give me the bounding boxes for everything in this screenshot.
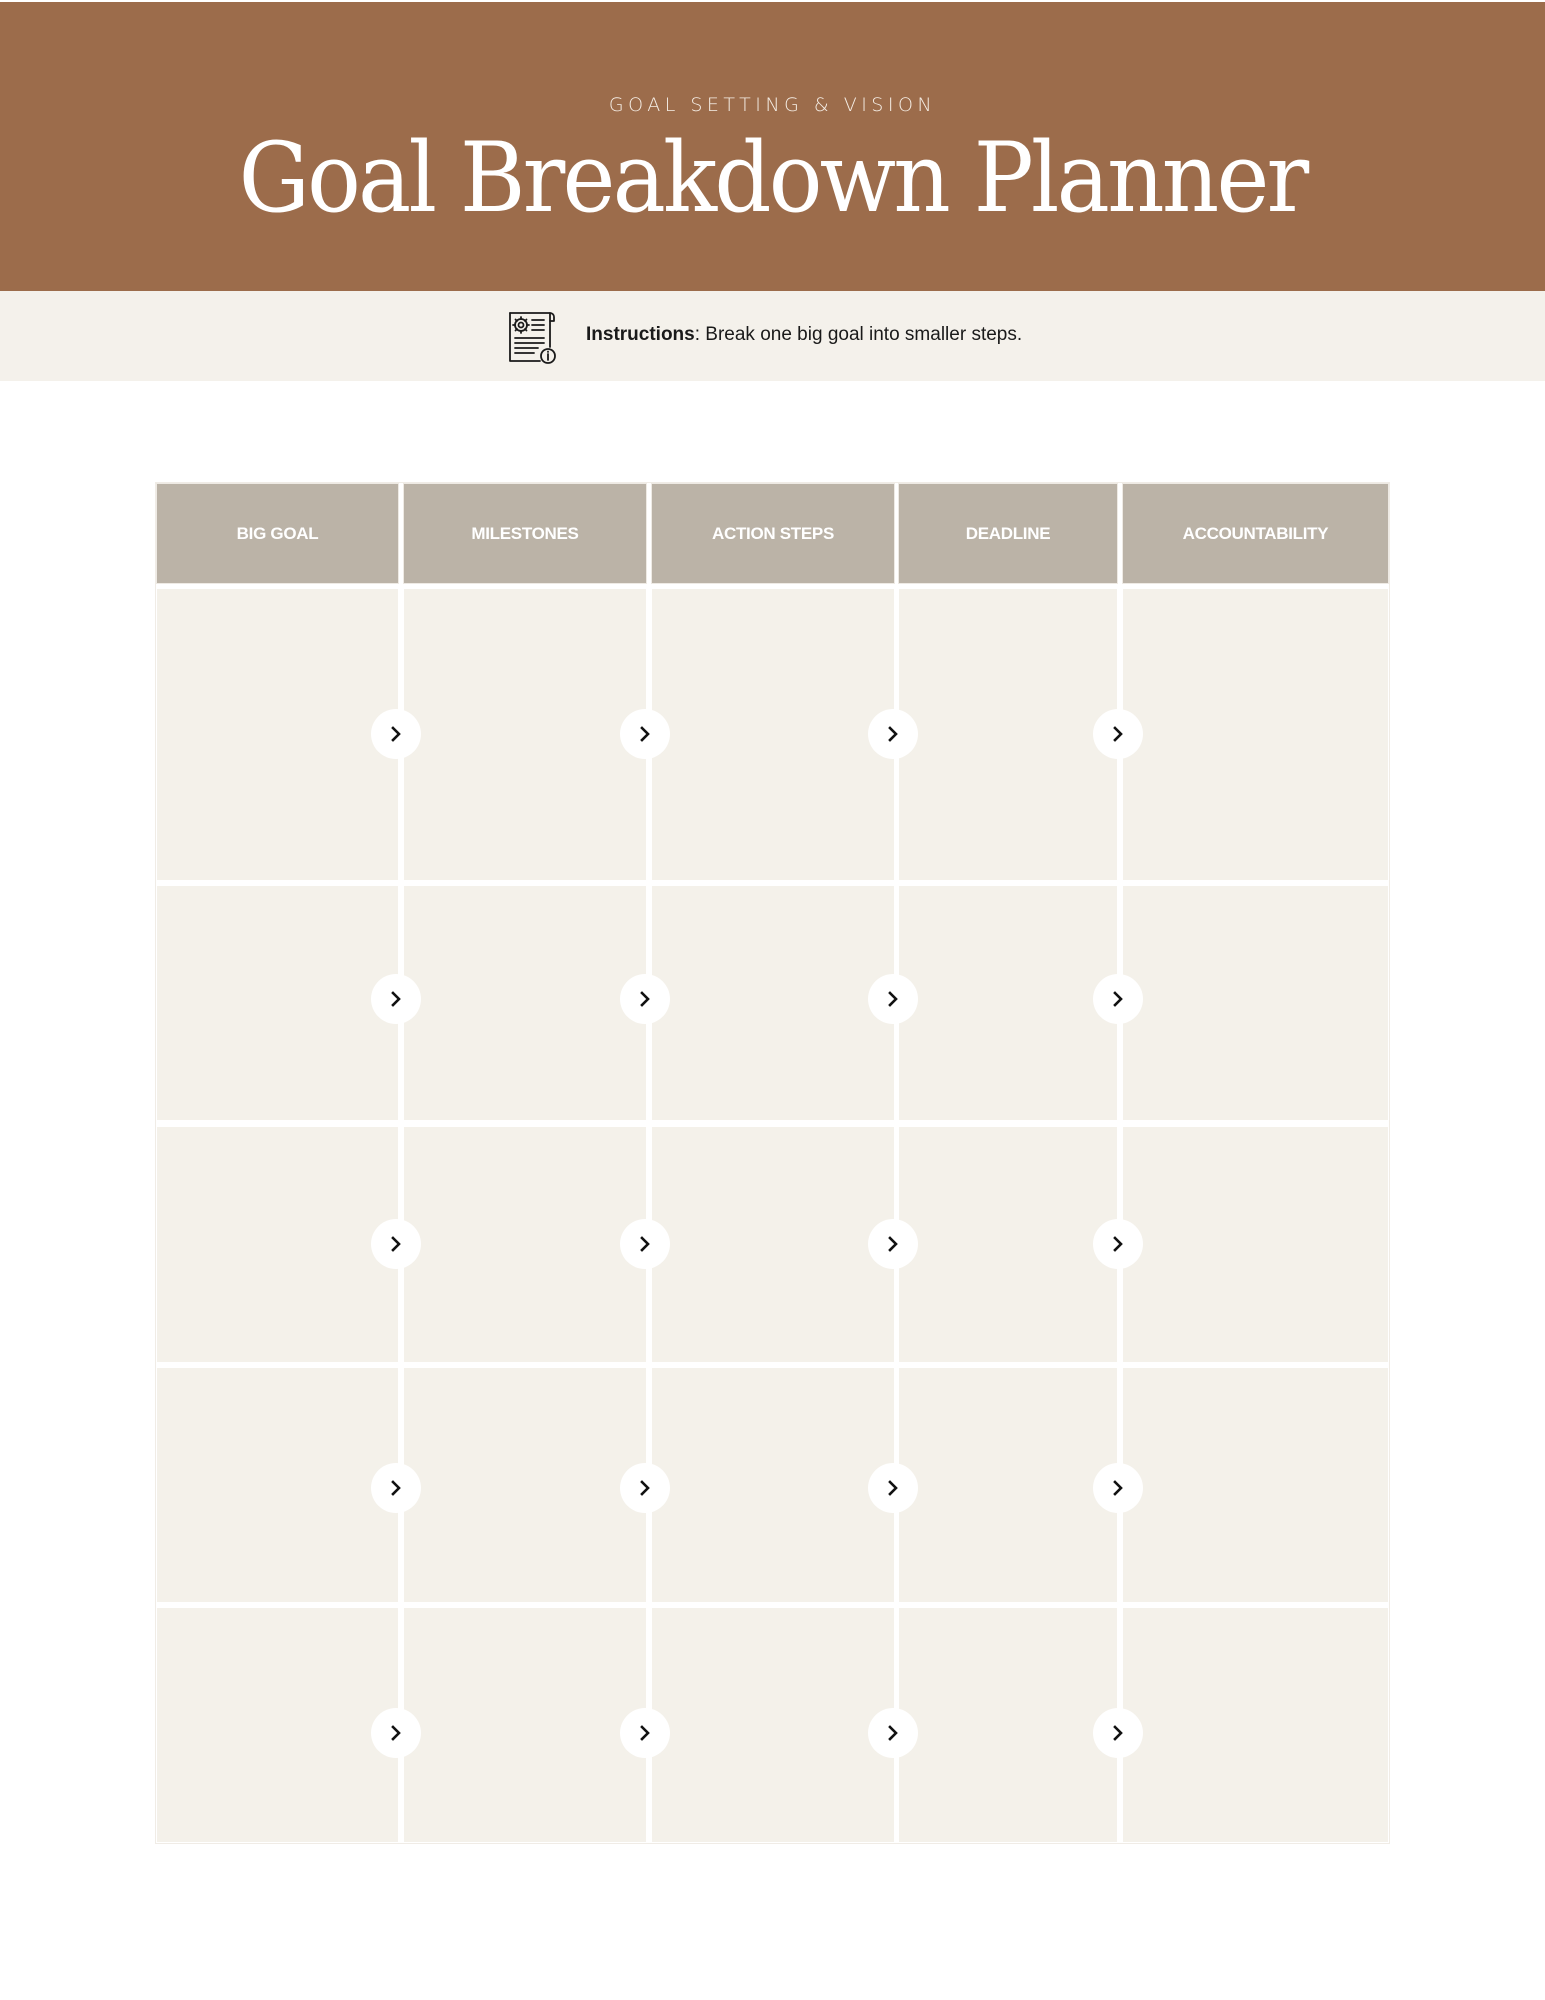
instructions-band [0, 291, 1545, 381]
chevron-right-icon [620, 974, 670, 1024]
cell-action-steps-4[interactable] [652, 1368, 894, 1602]
cell-accountability-1[interactable] [1123, 589, 1388, 880]
chevron-right-icon [371, 709, 421, 759]
chevron-right-icon [1093, 974, 1143, 1024]
cell-milestones-3[interactable] [404, 1127, 646, 1362]
chevron-right-icon [868, 709, 918, 759]
column-header-accountability: ACCOUNTABILITY [1123, 484, 1388, 583]
cell-action-steps-5[interactable] [652, 1608, 894, 1842]
column-header-big-goal: BIG GOAL [157, 484, 398, 583]
instructions-label: Instructions [586, 324, 695, 345]
column-header-deadline: DEADLINE [899, 484, 1117, 583]
chevron-right-icon [1093, 1708, 1143, 1758]
column-header-action-steps: ACTION STEPS [652, 484, 894, 583]
document-gear-info-icon [506, 309, 558, 365]
cell-milestones-1[interactable] [404, 589, 646, 880]
cell-action-steps-1[interactable] [652, 589, 894, 880]
chevron-right-icon [868, 1219, 918, 1269]
chevron-right-icon [1093, 1463, 1143, 1513]
cell-big-goal-4[interactable] [157, 1368, 398, 1602]
page-title: Goal Breakdown Planner [238, 122, 1307, 234]
cell-action-steps-3[interactable] [652, 1127, 894, 1362]
chevron-right-icon [1093, 1219, 1143, 1269]
cell-big-goal-5[interactable] [157, 1608, 398, 1842]
cell-action-steps-2[interactable] [652, 886, 894, 1120]
cell-deadline-1[interactable] [899, 589, 1117, 880]
cell-milestones-4[interactable] [404, 1368, 646, 1602]
chevron-right-icon [371, 1219, 421, 1269]
chevron-right-icon [620, 1708, 670, 1758]
hero-header [0, 2, 1545, 291]
cell-accountability-2[interactable] [1123, 886, 1388, 1120]
cell-deadline-3[interactable] [899, 1127, 1117, 1362]
chevron-right-icon [620, 1219, 670, 1269]
cell-big-goal-3[interactable] [157, 1127, 398, 1362]
chevron-right-icon [868, 1708, 918, 1758]
cell-milestones-5[interactable] [404, 1608, 646, 1842]
eyebrow-label: GOAL SETTING & VISION [608, 94, 937, 116]
cell-deadline-5[interactable] [899, 1608, 1117, 1842]
chevron-right-icon [371, 1463, 421, 1513]
column-header-milestones: MILESTONES [404, 484, 646, 583]
cell-accountability-3[interactable] [1123, 1127, 1388, 1362]
instructions-body: : Break one big goal into smaller steps. [694, 324, 1023, 345]
chevron-right-icon [868, 974, 918, 1024]
cell-accountability-4[interactable] [1123, 1368, 1388, 1602]
cell-milestones-2[interactable] [404, 886, 646, 1120]
cell-deadline-2[interactable] [899, 886, 1117, 1120]
chevron-right-icon [620, 1463, 670, 1513]
cell-accountability-5[interactable] [1123, 1608, 1388, 1842]
cell-deadline-4[interactable] [899, 1368, 1117, 1602]
chevron-right-icon [1093, 709, 1143, 759]
chevron-right-icon [868, 1463, 918, 1513]
chevron-right-icon [620, 709, 670, 759]
cell-big-goal-2[interactable] [157, 886, 398, 1120]
cell-big-goal-1[interactable] [157, 589, 398, 880]
chevron-right-icon [371, 974, 421, 1024]
instructions-text [586, 324, 1022, 346]
chevron-right-icon [371, 1708, 421, 1758]
